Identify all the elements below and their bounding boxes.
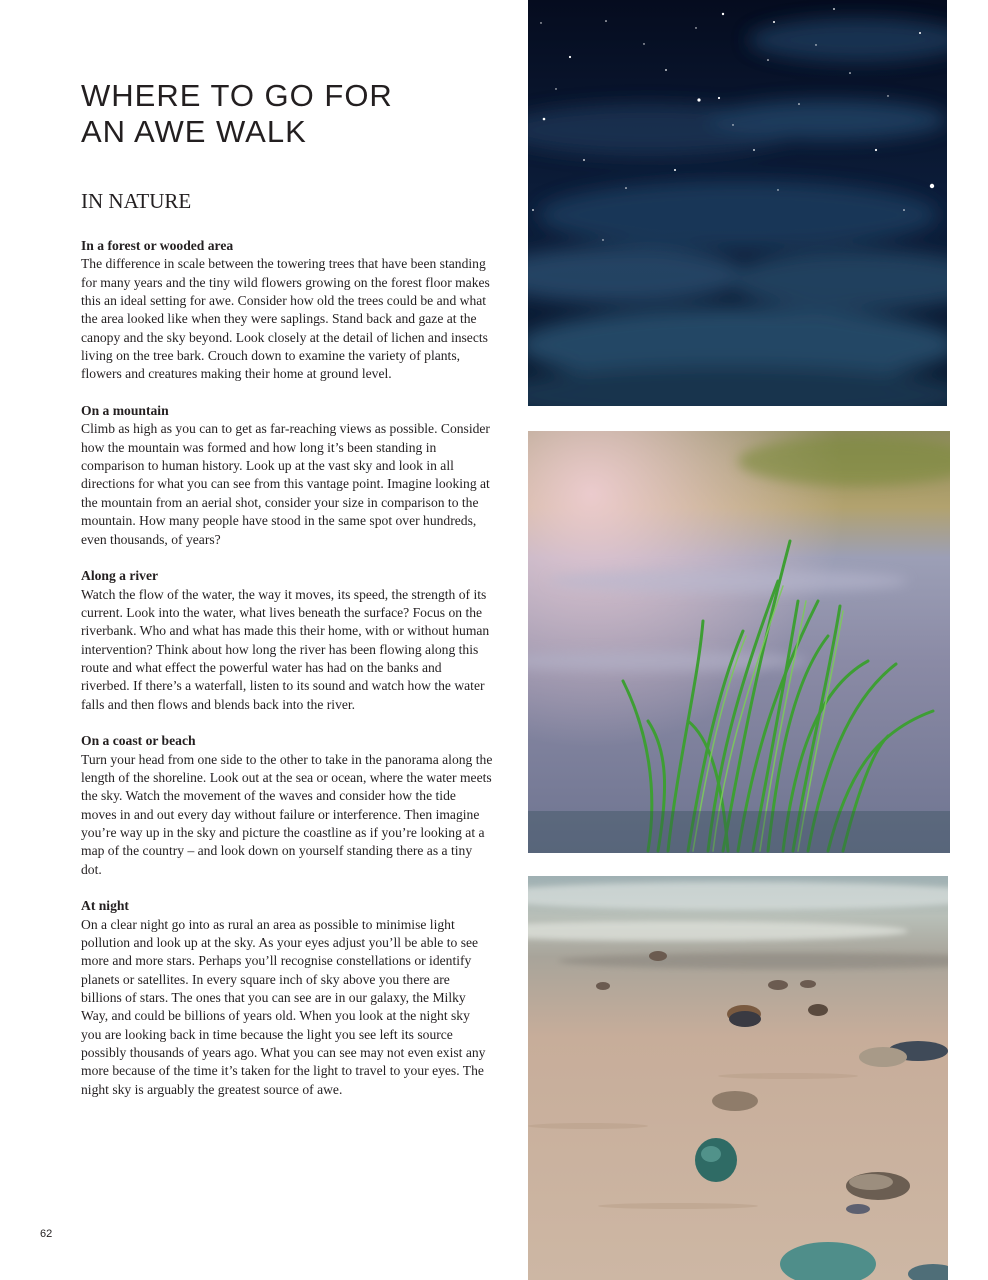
page-title-line-1: WHERE TO GO FOR [81, 78, 393, 113]
river-grass-image [528, 431, 950, 853]
night-sky-photo [528, 0, 947, 406]
section-mountain [81, 402, 493, 549]
section-heading: On a coast or beach [81, 733, 196, 749]
section-heading: In a forest or wooded area [81, 238, 234, 253]
beach-pebbles-image [528, 876, 948, 1280]
section-paragraph: Watch the flow of the water, the way it moves, its speed, the strength of its current. Look into the water, what lives beneath the surface? Focus on the riverbank. Who and what has made this their home, with or without human intervention? Think about how long the river has been flowing along this route and what effect the powerful water has had on the banks and riverbed. If there’s a waterfall, listen to its sound and watch how the water falls and then flows and blends back into the river. [81, 586, 490, 712]
section-paragraph: On a clear night go into as rural an area as possible to minimise light pollution and look up at the sky. As your eyes adjust you’ll be able to see more and more stars. Perhaps you’ll recognise constellations or identify planets or satellites. In every square inch of sky above you there are billions of stars. The ones that you can see are in our galaxy, the Milky Way, and could be billions of years old. When you look at the night sky you are looking back in time because the light you see left its source possibly thousands of years ago. What you can see may not even exist any more because of the time it’s taken for the light to travel to your eyes. The night sky is arguably the greatest source of awe. [81, 916, 486, 1097]
section-subtitle: IN NATURE [81, 189, 192, 213]
page-title [81, 78, 501, 150]
section-river [81, 567, 493, 714]
section-paragraph: The difference in scale between the towering trees that have been standing for many years and the tiny wild flowers growing on the forest floor makes this an ideal setting for awe. Consider how old the trees could be and what the area looked like when they were saplings. Stand back and gaze at the canopy and the sky beyond. Look closely at the detail of lichen and insects living on the tree bark. Crouch down to examine the variety of plants, flowers and creatures making their home at ground level. [81, 256, 490, 382]
section-heading: At night [81, 898, 129, 914]
river-grass-photo [528, 431, 950, 853]
section-heading: Along a river [81, 568, 159, 584]
section-heading: On a mountain [81, 403, 169, 419]
page-title-line-2: AN AWE WALK [81, 114, 307, 149]
page-number: 62 [40, 1228, 53, 1240]
night-sky-image [528, 0, 947, 406]
section-paragraph: Turn your head from one side to the other to take in the panorama along the length of the shoreline. Look out at the sea or ocean, where the water meets the sky. Watch the movement of the waves and consider how the tide moves in and out every day without failure or interference. Then imagine you’re way up in the sky and picture the coastline as if you’re looking at a map of the country – and look down on yourself standing there as a tiny dot. [81, 751, 493, 877]
section-coast [81, 732, 493, 879]
beach-pebbles-photo [528, 876, 948, 1280]
section-paragraph: Climb as high as you can to get as far-reaching views as possible. Consider how the mountain was formed and how long it’s been standing in comparison to human history. Look up at the vast sky and look in all directions for what you can see from this vantage point. Imagine looking at the mountain from an aerial shot, consider your size in comparison to the mountain. How many people have stood in the same spot over hundreds, even thousands, of years? [81, 421, 490, 547]
article-body [81, 237, 493, 1118]
section-night [81, 897, 493, 1099]
section-forest [81, 237, 493, 384]
